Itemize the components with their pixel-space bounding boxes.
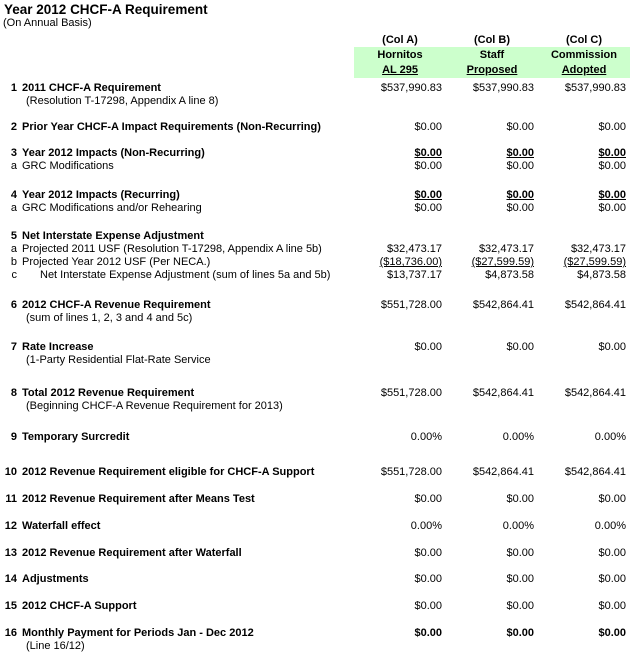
- cell-col-b: $4,873.58: [485, 269, 534, 281]
- cell-col-b: ($27,599.59): [471, 256, 534, 268]
- table-row: [0, 230, 630, 243]
- cell-col-a: $0.00: [414, 493, 442, 505]
- cell-col-b: [446, 312, 538, 325]
- cell-col-b: [446, 400, 538, 413]
- cell-col-b: $0.00: [506, 189, 534, 201]
- row-label: (1-Party Residential Flat-Rate Service: [26, 354, 211, 366]
- cell-col-a: $0.00: [414, 341, 442, 353]
- col-a-name: Hornitos: [354, 47, 446, 63]
- cell-col-b: [446, 640, 538, 652]
- col-a-label: (Col A): [382, 34, 418, 46]
- row-number: 11: [5, 493, 17, 505]
- column-letter-header: [0, 34, 630, 47]
- cell-col-a: $0.00: [414, 547, 442, 559]
- table-row: [0, 400, 630, 413]
- cell-col-a: $537,990.83: [380, 82, 442, 94]
- table-row: [0, 243, 630, 256]
- cell-col-c: 0.00%: [594, 431, 626, 443]
- row-label: 2011 CHCF-A Requirement: [22, 82, 161, 94]
- cell-col-c: $537,990.83: [564, 82, 626, 94]
- cell-col-a: [354, 354, 446, 367]
- table-row: [0, 189, 630, 202]
- cell-col-a: $32,473.17: [386, 243, 442, 255]
- table-row: [0, 573, 630, 586]
- cell-col-b: $0.00: [506, 341, 534, 353]
- table-row: [0, 95, 630, 108]
- row-label: Net Interstate Expense Adjustment: [22, 230, 204, 242]
- cell-col-c: $0.00: [598, 341, 626, 353]
- cell-col-c: $0.00: [598, 627, 626, 639]
- row-number: [0, 640, 17, 652]
- cell-col-b: [446, 95, 538, 108]
- cell-col-c: $32,473.17: [570, 243, 626, 255]
- row-number: 8: [10, 387, 17, 399]
- cell-col-c: $0.00: [598, 600, 626, 612]
- worksheet: [0, 3, 630, 652]
- cell-col-c: [538, 354, 630, 367]
- cell-col-c: $542,864.41: [564, 299, 626, 311]
- col-c-name: Commission: [538, 47, 630, 63]
- table-row: [0, 121, 630, 134]
- page-title: Year 2012 CHCF-A Requirement: [4, 2, 208, 17]
- cell-col-c: $0.00: [598, 121, 626, 133]
- cell-col-c: [538, 400, 630, 413]
- table-row: [0, 354, 630, 367]
- row-number: 1: [10, 82, 17, 94]
- cell-col-c: $542,864.41: [564, 387, 626, 399]
- row-label: Year 2012 Impacts (Recurring): [22, 189, 180, 201]
- cell-col-a: $0.00: [414, 121, 442, 133]
- cell-col-b: $542,864.41: [472, 466, 534, 478]
- cell-col-b: $32,473.17: [478, 243, 534, 255]
- row-label: 2012 Revenue Requirement after Means Test: [22, 493, 255, 505]
- cell-col-b: $0.00: [506, 160, 534, 172]
- cell-col-a: $0.00: [414, 202, 442, 214]
- table-row: [0, 299, 630, 312]
- row-label: Projected Year 2012 USF (Per NECA.): [22, 256, 211, 268]
- table-row: [0, 493, 630, 506]
- row-number: [0, 400, 17, 413]
- row-number: 3: [10, 147, 17, 159]
- row-number: 13: [4, 547, 17, 559]
- cell-col-c: $0.00: [598, 189, 626, 201]
- row-label: (Resolution T-17298, Appendix A line 8): [26, 95, 219, 107]
- cell-col-b: $0.00: [506, 573, 534, 585]
- row-label: Adjustments: [22, 573, 89, 585]
- cell-col-a: $551,728.00: [380, 299, 442, 311]
- column-subname-header: [0, 63, 630, 78]
- row-number: [0, 354, 17, 367]
- cell-col-b: 0.00%: [502, 520, 534, 532]
- table-row: [0, 466, 630, 479]
- table-row: [0, 627, 630, 640]
- col-b-label: (Col B): [473, 34, 511, 46]
- cell-col-a: $13,737.17: [386, 269, 442, 281]
- row-number: 6: [10, 299, 17, 311]
- row-label: (sum of lines 1, 2, 3 and 4 and 5c): [26, 312, 193, 324]
- col-a-subname: AL 295: [354, 63, 446, 78]
- row-number: 4: [10, 189, 17, 201]
- cell-col-a: [354, 230, 446, 243]
- cell-col-b: $0.00: [506, 493, 534, 505]
- cell-col-b: $0.00: [506, 121, 534, 133]
- page-subtitle: (On Annual Basis): [3, 17, 92, 29]
- row-label: (Beginning CHCF-A Revenue Requirement for 2013): [26, 400, 283, 412]
- row-number: 15: [4, 600, 17, 612]
- row-number: 14: [4, 573, 17, 585]
- column-name-header: [0, 47, 630, 63]
- cell-col-b: $537,990.83: [472, 82, 534, 94]
- row-label: Rate Increase: [22, 341, 94, 353]
- cell-col-a: $0.00: [414, 189, 442, 201]
- table-body: [0, 78, 630, 652]
- table-row: [0, 520, 630, 533]
- col-c-subname: Adopted: [538, 63, 630, 78]
- cell-col-a: $0.00: [414, 573, 442, 585]
- spacer-cell: [0, 34, 354, 47]
- table-row: [0, 312, 630, 325]
- spacer-cell: [0, 63, 354, 78]
- row-number: 9: [10, 431, 17, 443]
- cell-col-a: $551,728.00: [380, 387, 442, 399]
- row-number: 12: [4, 520, 17, 532]
- row-number: 16: [4, 627, 17, 639]
- cell-col-b: [446, 230, 538, 243]
- cell-col-c: $4,873.58: [577, 269, 626, 281]
- row-number: 7: [10, 341, 17, 353]
- cell-col-c: $0.00: [598, 573, 626, 585]
- cell-col-b: $0.00: [506, 627, 534, 639]
- cell-col-a: $0.00: [414, 160, 442, 172]
- row-number: [0, 312, 17, 325]
- row-label: GRC Modifications and/or Rehearing: [22, 202, 202, 214]
- row-label: Net Interstate Expense Adjustment (sum of lines 5a and 5b): [40, 269, 331, 281]
- row-label: 2012 Revenue Requirement eligible for CHCF-A Support: [22, 466, 315, 478]
- row-number: b: [10, 256, 17, 268]
- cell-col-c: $0.00: [598, 202, 626, 214]
- row-label: Temporary Surcredit: [22, 431, 130, 443]
- cell-col-a: [354, 312, 446, 325]
- col-b-subname: Proposed: [446, 63, 538, 78]
- table-row: [0, 147, 630, 160]
- cell-col-a: [354, 400, 446, 413]
- table-row: [0, 82, 630, 95]
- row-label: Waterfall effect: [22, 520, 101, 532]
- row-label: Projected 2011 USF (Resolution T-17298, Appendix A line 5b): [22, 243, 322, 255]
- row-number: a: [10, 160, 17, 172]
- table-row: [0, 640, 630, 652]
- cell-col-c: [538, 230, 630, 243]
- cell-col-b: $542,864.41: [472, 387, 534, 399]
- row-number: c: [11, 269, 17, 281]
- row-label: Monthly Payment for Periods Jan - Dec 2012: [22, 627, 254, 639]
- cell-col-b: 0.00%: [502, 431, 534, 443]
- cell-col-c: ($27,599.59): [563, 256, 626, 268]
- row-label: 2012 Revenue Requirement after Waterfall: [22, 547, 242, 559]
- row-label: Year 2012 Impacts (Non-Recurring): [22, 147, 205, 159]
- row-label: Prior Year CHCF-A Impact Requirements (Non-Recurring): [22, 121, 321, 133]
- cell-col-b: $0.00: [506, 547, 534, 559]
- cell-col-c: $0.00: [598, 160, 626, 172]
- table-row: [0, 202, 630, 215]
- table-row: [0, 160, 630, 173]
- cell-col-a: [354, 640, 446, 652]
- table-row: [0, 256, 630, 269]
- table-row: [0, 431, 630, 444]
- row-label: 2012 CHCF-A Support: [22, 600, 137, 612]
- row-number: a: [10, 202, 17, 214]
- cell-col-c: [538, 312, 630, 325]
- cell-col-c: $542,864.41: [564, 466, 626, 478]
- col-b-name: Staff: [446, 47, 538, 63]
- row-number: 5: [10, 230, 17, 242]
- row-number: [0, 95, 17, 108]
- cell-col-a: 0.00%: [410, 431, 442, 443]
- row-label: Total 2012 Revenue Requirement: [22, 387, 195, 399]
- cell-col-c: 0.00%: [594, 520, 626, 532]
- row-number: 10: [4, 466, 17, 478]
- cell-col-a: 0.00%: [410, 520, 442, 532]
- table-row: [0, 600, 630, 613]
- cell-col-a: $0.00: [414, 627, 442, 639]
- row-label: (Line 16/12): [26, 640, 85, 652]
- cell-col-a: $0.00: [414, 600, 442, 612]
- cell-col-c: [538, 95, 630, 108]
- row-number: 2: [10, 121, 17, 133]
- spacer-cell: [0, 47, 354, 63]
- table-row: [0, 341, 630, 354]
- cell-col-a: $551,728.00: [380, 466, 442, 478]
- cell-col-a: [354, 95, 446, 108]
- row-number: a: [10, 243, 17, 255]
- row-label: 2012 CHCF-A Revenue Requirement: [22, 299, 211, 311]
- cell-col-c: $0.00: [598, 147, 626, 159]
- cell-col-c: [538, 640, 630, 652]
- cell-col-c: $0.00: [598, 547, 626, 559]
- table-row: [0, 547, 630, 560]
- cell-col-b: $0.00: [506, 202, 534, 214]
- cell-col-b: [446, 354, 538, 367]
- table-row: [0, 387, 630, 400]
- cell-col-b: $0.00: [506, 600, 534, 612]
- cell-col-c: $0.00: [598, 493, 626, 505]
- cell-col-b: $0.00: [506, 147, 534, 159]
- col-c-label: (Col C): [565, 34, 603, 46]
- cell-col-b: $542,864.41: [472, 299, 534, 311]
- cell-col-a: ($18,736.00): [379, 256, 442, 268]
- row-label: GRC Modifications: [22, 160, 114, 172]
- table-row: [0, 269, 630, 282]
- cell-col-a: $0.00: [414, 147, 442, 159]
